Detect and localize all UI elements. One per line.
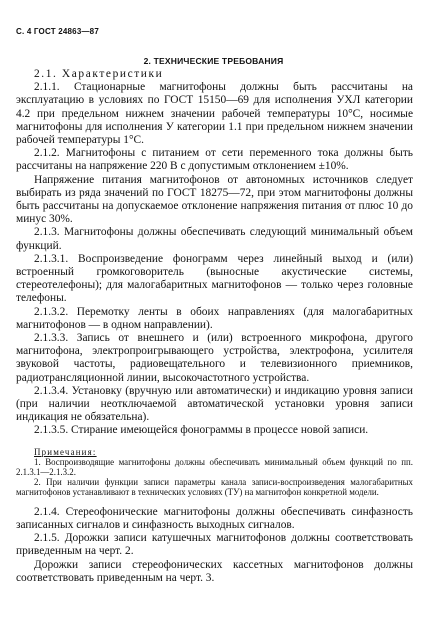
paragraph-2-1-3-1: 2.1.3.1. Воспроизведение фонограмм через линейный выход и (или) встроенный громкоговоритель (выносные акустические системы, стереотелефоны); для малогабаритных магнитофонов — только через головные телефоны. xyxy=(16,252,413,305)
section-title: 2. ТЕХНИЧЕСКИЕ ТРЕБОВАНИЯ xyxy=(143,56,284,66)
document-body xyxy=(16,68,413,585)
paragraph-2-1-3-2: 2.1.3.2. Перемотку ленты в обоих направлениях (для малогабаритных магнитофонов — в одном направлении). xyxy=(16,305,413,331)
paragraph-2-1-3-4: 2.1.3.4. Установку (вручную или автоматически) и индикацию уровня записи (при наличии неотключаемой автоматической установки уровня записи индикация не обязательна). xyxy=(16,384,413,424)
paragraph-cassette: Дорожки записи стереофонических кассетных магнитофонов должны соответствовать приведенным на черт. 3. xyxy=(16,558,413,584)
notes-block xyxy=(16,447,413,497)
paragraph-2-1-3: 2.1.3. Магнитофоны должны обеспечивать следующий минимальный объем функций. xyxy=(16,226,413,252)
paragraph-2-1-2: 2.1.2. Магнитофоны с питанием от сети переменного тока должны быть рассчитаны на напряжение 220 В с допустимым отклонением ±10%. xyxy=(16,147,413,173)
paragraph-2-1-3-3: 2.1.3.3. Запись от внешнего и (или) встроенного микрофона, другого магнитофона, электропроигрывающего устройства, электрофона, усилителя звуковой частоты, радиовещательного и телевизионного приемников, радиотрансляционной линии, высокочастотного устройства. xyxy=(16,332,413,384)
paragraph-2-1: 2.1. Характеристики xyxy=(34,68,164,80)
paragraph-2-1-4: 2.1.4. Стереофонические магнитофоны должны обеспечивать синфазность записанных сигналов и синфазность выходных сигналов. xyxy=(16,505,413,531)
after-notes xyxy=(16,506,413,585)
paragraph-2-1-3-5: 2.1.3.5. Стирание имеющейся фонограммы в процессе новой записи. xyxy=(34,424,369,437)
page-header: С. 4 ГОСТ 24863—87 xyxy=(16,27,99,36)
paragraph-voltage: Напряжение питания магнитофонов от автономных источников следует выбирать из ряда значений по ГОСТ 18275—72, при этом магнитофоны должны быть рассчитаны на допускаемое отклонение напряжения питания от плюс 10 до минус 30%. xyxy=(16,173,413,226)
paragraph-2-1-5: 2.1.5. Дорожки записи катушечных магнитофонов должны соответствовать приведенным на черт. 2. xyxy=(16,532,413,558)
note-1: 1. Воспроизводящие магнитофоны должны обеспечивать минимальный объем функций по пп. 2.1.3.1—2.1.3.2. xyxy=(16,456,413,477)
note-2: 2. При наличии функции записи параметры канала записи-воспроизведения малогабаритных магнитофонов устанавливают в технических условиях (ТУ) на магнитофон конкретной модели. xyxy=(16,476,413,497)
paragraph-2-1-1: 2.1.1. Стационарные магнитофоны должны быть рассчитаны на эксплуатацию в условиях по ГОСТ 15150—69 для исполнения УХЛ категории 4.2 при предельном нижнем значении рабочей температуры 10°С, носимые магнитофоны для исполнения У категории 1.1 при предельном нижнем значении рабочей температуры 1°С. xyxy=(16,81,413,147)
notes-heading: Примечания: xyxy=(34,446,97,457)
